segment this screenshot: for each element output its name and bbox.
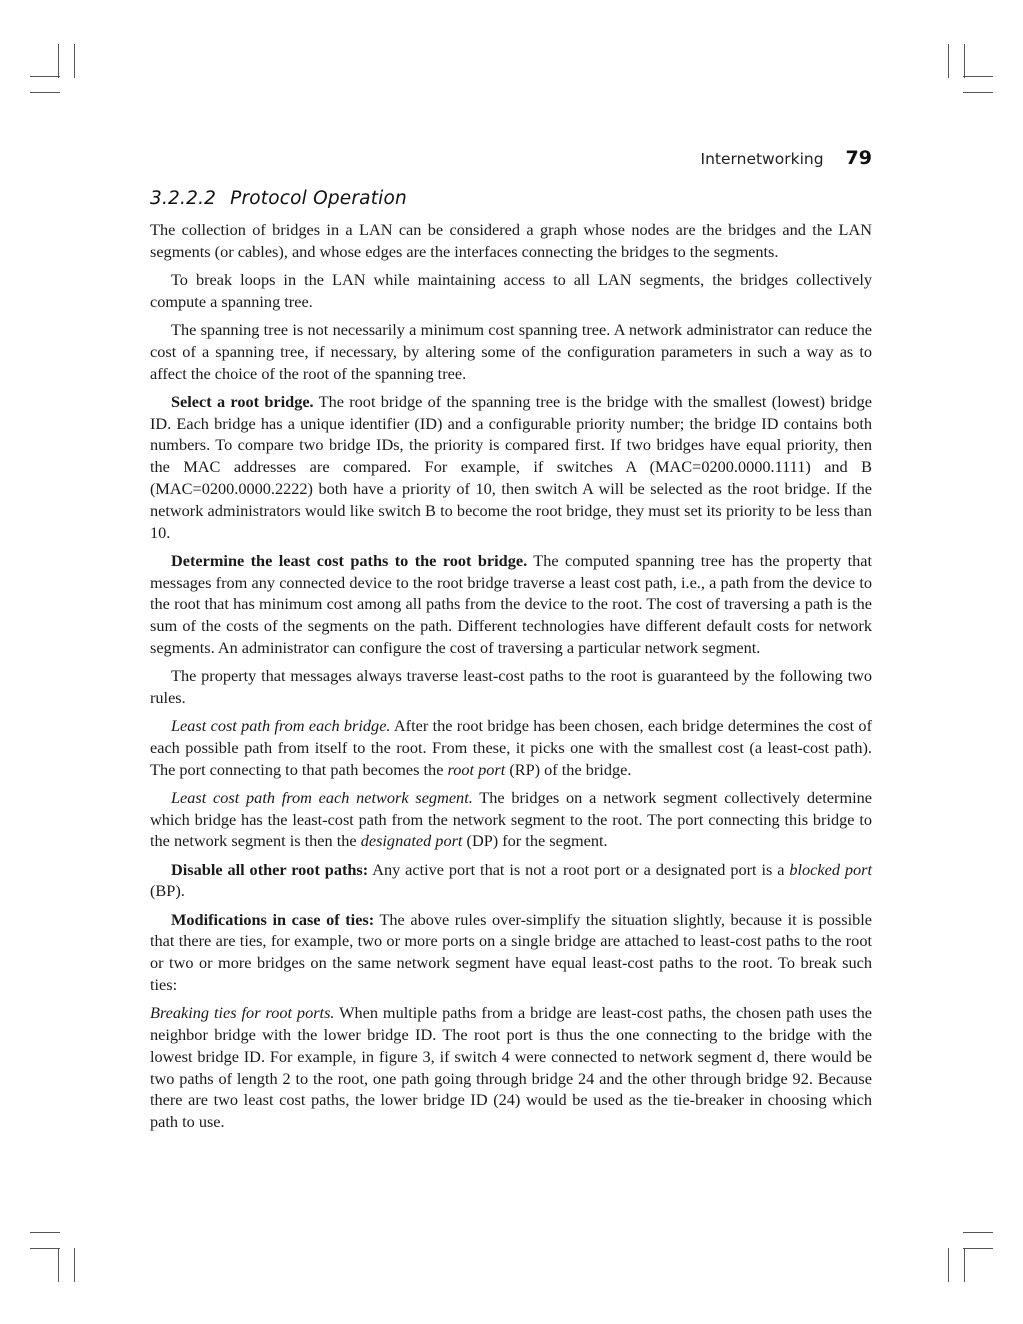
crop-mark-top-right-v — [948, 44, 949, 78]
crop-mark-bottom-right-v — [948, 1248, 949, 1282]
paragraph-8-term: designated port — [360, 831, 463, 851]
paragraph-8-text-b: (DP) for the segment. — [462, 831, 608, 851]
crop-mark-top-left-v — [58, 44, 59, 78]
crop-mark-bottom-right-v2 — [964, 1248, 965, 1282]
paragraph-11-text: When multiple paths from a bridge are least-cost paths, the chosen path uses the neighbor bridge with the lower bridge ID. The root port is thus the one connecting to the bridge with the lowest bridge ID. For example, in figure 3, if switch 4 were connected to network segment d, there would be two paths of length 2 to the root, one path going through bridge 24 and the other through bridge 92. Because there are two least cost paths, the lower bridge ID (24) would be used as the tie-breaker in choosing which path to use. — [150, 1003, 872, 1132]
paragraph-7-text-a: After the root bridge has been chosen, each bridge determines the cost of each possible path from itself to the root. From these, it picks one with the smallest cost (a least-cost path). The port connecting to that path becomes the — [150, 716, 872, 779]
section-number: 3.2.2.2 — [150, 188, 217, 209]
paragraph-10 — [150, 909, 872, 996]
paragraph-8-text-a: The bridges on a network segment collectively determine which bridge has the least-cost path from the network segment to the root. The port connecting this bridge to the network segment is then the — [150, 787, 872, 851]
crop-mark-bottom-left-v — [58, 1248, 59, 1282]
crop-mark-bottom-right-h2 — [963, 1248, 993, 1249]
paragraph-10-text: The above rules over-simplify the situation slightly, because it is possible that there are ties, for example, two or more ports on a single bridge are attached to least-cost paths to the root or two or more bridges on the same network segment have equal least-cost paths to the root. To break such ties: — [150, 909, 872, 995]
paragraph-9-lead: Disable all other root paths: — [171, 859, 369, 879]
crop-mark-bottom-right-h — [963, 1232, 993, 1233]
paragraph-4-text: The root bridge of the spanning tree is the bridge with the smallest (lowest) bridge ID. Each bridge has a unique identifier (ID) and a configurable priority number; the bridge ID contains both numbers. To compare two bridge IDs, the priority is compared first. If two bridges have equal priority, then the MAC addresses are compared. For example, if switches A (MAC=0200.0000.1111) and B (MAC=0200.0000.2222) both have a priority of 10, then switch A will be selected as the root bridge. If the network administrators would like switch B to become the root bridge, they must set its priority to be less than 10. — [150, 391, 872, 542]
paragraph-7-lead: Least cost path from each bridge. — [171, 716, 391, 736]
crop-mark-top-right-v2 — [964, 44, 965, 78]
paragraph-5 — [150, 550, 872, 659]
section-heading — [150, 188, 872, 209]
paragraph-9-text-b: (BP). — [150, 881, 185, 901]
paragraph-6: The property that messages always traverse least-cost paths to the root is guaranteed by the following two rules. — [150, 666, 872, 707]
section-title: Protocol Operation — [230, 188, 407, 209]
paragraph-7-text-b: (RP) of the bridge. — [505, 759, 632, 779]
running-head — [150, 147, 872, 169]
crop-mark-top-left-v2 — [74, 44, 75, 78]
body-text — [150, 219, 872, 1139]
paragraph-9-text-a: Any active port that is not a root port or a designated port is a — [368, 859, 790, 879]
paragraph-4-lead: Select a root bridge. — [171, 391, 314, 411]
page-number: 79 — [845, 147, 872, 169]
paragraph-5-lead: Determine the least cost paths to the root bridge. — [171, 550, 528, 570]
paragraph-4 — [150, 391, 872, 544]
paragraph-11 — [150, 1002, 872, 1133]
paragraph-11-lead: Breaking ties for root ports. — [150, 1003, 335, 1023]
paragraph-9-term: blocked port — [789, 859, 873, 879]
paragraph-7-term: root port — [447, 759, 506, 779]
paragraph-2: To break loops in the LAN while maintaining access to all LAN segments, the bridges collectively compute a spanning tree. — [150, 269, 872, 311]
paragraph-5-text: The computed spanning tree has the property that messages from any connected device to the root bridge traverse a least cost path, i.e., a path from the device to the root that has minimum cost among all paths from the device to the root. The cost of traversing a path is the sum of the costs of the segments on the path. Different technologies have different default costs for network segments. An administrator can configure the cost of traversing a particular network segment. — [150, 550, 872, 657]
paragraph-10-lead: Modifications in case of ties: — [171, 909, 375, 929]
crop-mark-top-left-h — [30, 76, 60, 77]
crop-mark-bottom-left-h — [30, 1232, 60, 1233]
running-head-title: Internetworking — [700, 150, 824, 168]
paragraph-8 — [150, 787, 872, 852]
crop-mark-bottom-left-h2 — [30, 1248, 60, 1249]
paragraph-8-lead: Least cost path from each network segment. — [171, 787, 473, 807]
crop-mark-top-right-h — [963, 76, 993, 77]
crop-mark-top-right-h2 — [963, 92, 993, 93]
crop-mark-bottom-left-v2 — [74, 1248, 75, 1282]
paragraph-3: The spanning tree is not necessarily a minimum cost spanning tree. A network administrator can reduce the cost of a spanning tree, if necessary, by altering some of the configuration parameters in such a way as to affect the choice of the root of the spanning tree. — [150, 319, 872, 383]
paragraph-9 — [150, 859, 872, 903]
crop-mark-top-left-h2 — [30, 92, 60, 93]
paragraph-1: The collection of bridges in a LAN can be considered a graph whose nodes are the bridges and the LAN segments (or cables), and whose edges are the interfaces connecting the bridges to the segments. — [150, 220, 872, 261]
paragraph-7 — [150, 715, 872, 780]
